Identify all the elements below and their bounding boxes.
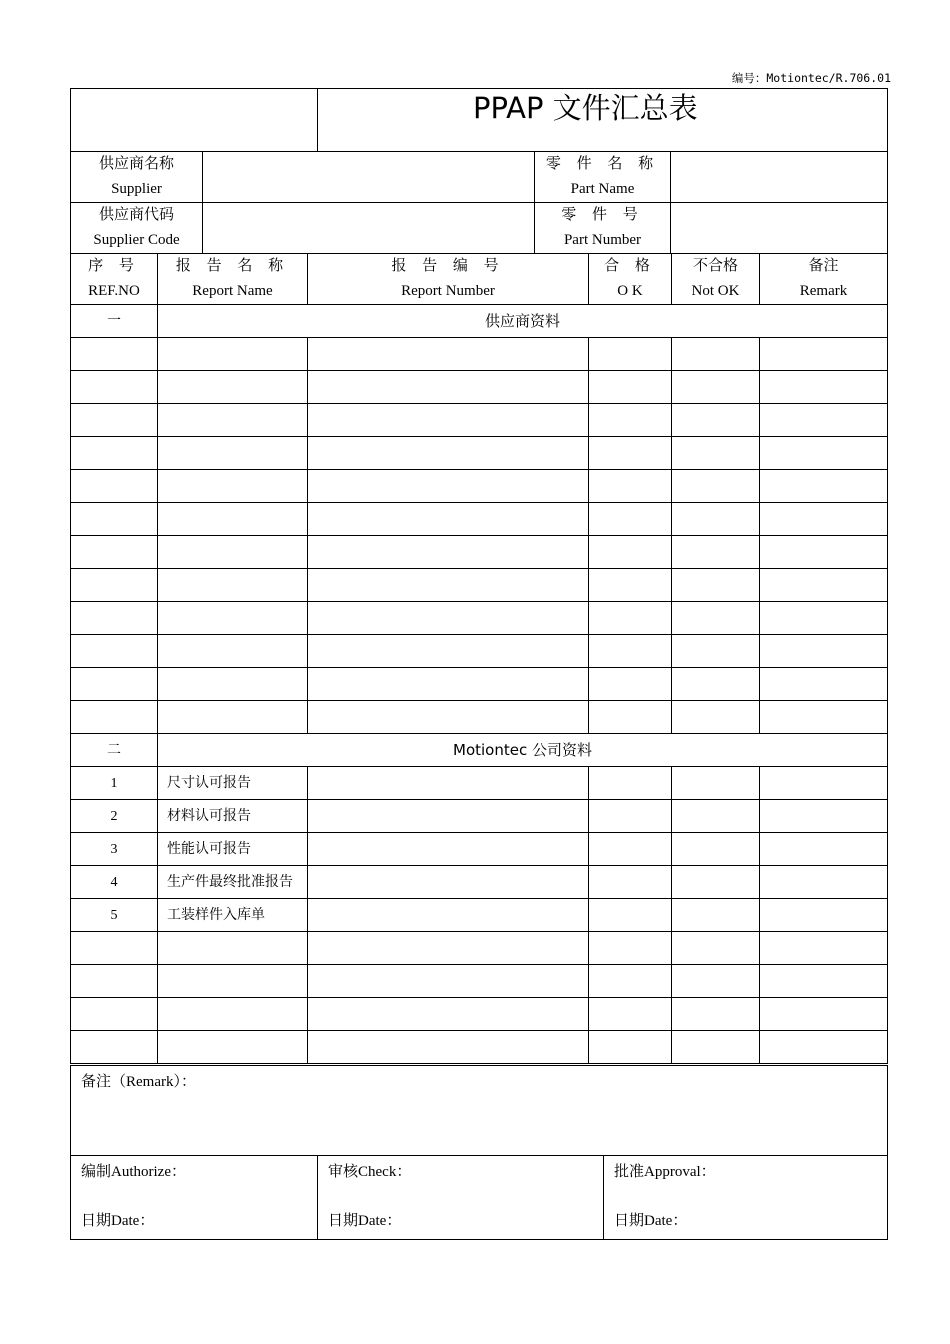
not-ok-cell[interactable] [672, 338, 760, 371]
report-number-cell[interactable] [308, 965, 589, 998]
remark-cell[interactable] [760, 932, 888, 965]
column-header-cn: 序 号 [88, 258, 140, 274]
logo-cell [71, 89, 318, 152]
approval-label: 批准Approval： [614, 1164, 716, 1180]
not-ok-cell[interactable] [672, 800, 760, 833]
remark-cell[interactable] [760, 602, 888, 635]
ref-cell[interactable] [71, 701, 158, 734]
section-ref: 二 [71, 734, 158, 767]
report-number-cell[interactable] [308, 338, 589, 371]
ok-cell[interactable] [589, 1031, 672, 1064]
ok-cell[interactable] [589, 932, 672, 965]
supplier-code-label [71, 203, 203, 254]
report-number-cell[interactable] [308, 404, 589, 437]
not-ok-cell[interactable] [672, 371, 760, 404]
report-number-cell[interactable] [308, 470, 589, 503]
column-header-cn: 报 告 名 称 [175, 258, 290, 274]
supplier-name-label-cn: 供应商名称 [98, 156, 174, 172]
table-row [71, 371, 888, 404]
report-number-cell[interactable] [308, 569, 589, 602]
report-table [70, 253, 888, 1064]
check-cell[interactable] [318, 1156, 604, 1240]
section-header-row [71, 305, 888, 338]
section-header-row [71, 734, 888, 767]
part-name-label [535, 152, 671, 203]
table-row [71, 569, 888, 602]
section-title: 供应商资料 [158, 305, 888, 338]
item-ref: 1 [71, 767, 158, 800]
not-ok-cell[interactable] [672, 866, 760, 899]
part-number-label [535, 203, 671, 254]
authorize-cell[interactable] [71, 1156, 318, 1240]
supplier-name-label-en: Supplier [111, 181, 162, 197]
ok-cell[interactable] [589, 503, 672, 536]
date-label: 日期Date： [614, 1213, 688, 1229]
not-ok-cell[interactable] [672, 503, 760, 536]
table-row [71, 437, 888, 470]
ok-cell[interactable] [589, 767, 672, 800]
not-ok-cell[interactable] [672, 701, 760, 734]
remark-cell[interactable] [760, 800, 888, 833]
column-header [760, 254, 888, 305]
remark-cell[interactable] [760, 536, 888, 569]
supplier-name-label [71, 152, 203, 203]
not-ok-cell[interactable] [672, 899, 760, 932]
ok-cell[interactable] [589, 371, 672, 404]
item-ref: 3 [71, 833, 158, 866]
not-ok-cell[interactable] [672, 635, 760, 668]
report-number-cell[interactable] [308, 1031, 589, 1064]
ok-cell[interactable] [589, 899, 672, 932]
remark-label: 备注（Remark）： [81, 1074, 196, 1090]
item-ref: 4 [71, 866, 158, 899]
ref-cell[interactable] [71, 569, 158, 602]
ref-cell[interactable] [71, 371, 158, 404]
item-name: 性能认可报告 [158, 833, 308, 866]
table-row [71, 602, 888, 635]
report-number-cell[interactable] [308, 833, 589, 866]
ref-cell[interactable] [71, 536, 158, 569]
remark-cell[interactable] [760, 1031, 888, 1064]
approval-cell[interactable] [604, 1156, 888, 1240]
item-name: 材料认可报告 [158, 800, 308, 833]
remark-cell[interactable] [760, 833, 888, 866]
ref-cell[interactable] [71, 470, 158, 503]
supplier-code-label-cn: 供应商代码 [98, 207, 174, 223]
table-row [71, 866, 888, 899]
report-name-cell[interactable] [158, 437, 308, 470]
remark-cell[interactable] [760, 470, 888, 503]
column-header-en: Report Name [192, 283, 273, 299]
ok-cell[interactable] [589, 404, 672, 437]
ok-cell[interactable] [589, 701, 672, 734]
item-ref: 2 [71, 800, 158, 833]
footer-table [70, 1065, 888, 1240]
supplier-info-table [70, 151, 888, 254]
part-name-field[interactable] [671, 152, 888, 203]
column-header-en: Report Number [401, 283, 495, 299]
ok-cell[interactable] [589, 338, 672, 371]
ref-cell[interactable] [71, 602, 158, 635]
authorize-label: 编制Authorize： [81, 1164, 186, 1180]
report-number-cell[interactable] [308, 701, 589, 734]
table-row [71, 998, 888, 1031]
table-row [71, 833, 888, 866]
ok-cell[interactable] [589, 437, 672, 470]
table-row [71, 338, 888, 371]
table-row [71, 503, 888, 536]
table-row [71, 668, 888, 701]
report-number-cell[interactable] [308, 899, 589, 932]
remark-cell[interactable] [760, 998, 888, 1031]
part-name-label-cn: 零 件 名 称 [545, 156, 660, 172]
supplier-code-label-en: Supplier Code [93, 232, 180, 248]
report-name-cell[interactable] [158, 668, 308, 701]
report-name-cell[interactable] [158, 569, 308, 602]
remark-area[interactable] [71, 1066, 888, 1156]
ref-cell[interactable] [71, 1031, 158, 1064]
ok-cell[interactable] [589, 800, 672, 833]
not-ok-cell[interactable] [672, 1031, 760, 1064]
check-label: 审核Check： [328, 1164, 412, 1180]
ok-cell[interactable] [589, 998, 672, 1031]
remark-cell[interactable] [760, 668, 888, 701]
not-ok-cell[interactable] [672, 569, 760, 602]
remark-cell[interactable] [760, 899, 888, 932]
table-row [71, 800, 888, 833]
report-number-cell[interactable] [308, 503, 589, 536]
report-number-cell[interactable] [308, 866, 589, 899]
ref-cell[interactable] [71, 965, 158, 998]
table-row [71, 767, 888, 800]
not-ok-cell[interactable] [672, 965, 760, 998]
not-ok-cell[interactable] [672, 437, 760, 470]
part-name-label-en: Part Name [570, 181, 635, 197]
supplier-name-field[interactable] [203, 152, 535, 203]
ok-cell[interactable] [589, 602, 672, 635]
ref-cell[interactable] [71, 404, 158, 437]
not-ok-cell[interactable] [672, 998, 760, 1031]
remark-cell[interactable] [760, 767, 888, 800]
ok-cell[interactable] [589, 668, 672, 701]
remark-cell[interactable] [760, 404, 888, 437]
table-row [71, 635, 888, 668]
column-header-cn: 备注 [808, 258, 839, 274]
report-number-cell[interactable] [308, 602, 589, 635]
remark-cell[interactable] [760, 371, 888, 404]
remark-cell[interactable] [760, 503, 888, 536]
ok-cell[interactable] [589, 866, 672, 899]
section-rows [71, 338, 888, 734]
report-name-cell[interactable] [158, 503, 308, 536]
date-label: 日期Date： [328, 1213, 402, 1229]
page-title: PPAP 文件汇总表 [318, 89, 888, 152]
ref-cell[interactable] [71, 437, 158, 470]
column-header-cn: 不合格 [692, 258, 738, 274]
column-header-en: REF.NO [88, 283, 140, 299]
remark-cell[interactable] [760, 437, 888, 470]
report-name-cell[interactable] [158, 536, 308, 569]
ref-cell[interactable] [71, 635, 158, 668]
column-header [589, 254, 672, 305]
table-row [71, 1031, 888, 1064]
ref-cell[interactable] [71, 503, 158, 536]
part-number-label-en: Part Number [563, 232, 642, 248]
table-row [71, 899, 888, 932]
item-name: 生产件最终批准报告 [158, 866, 308, 899]
part-number-field[interactable] [671, 203, 888, 254]
remark-cell[interactable] [760, 338, 888, 371]
remark-cell[interactable] [760, 965, 888, 998]
table-row [71, 404, 888, 437]
part-number-label-cn: 零 件 号 [561, 207, 644, 223]
report-number-cell[interactable] [308, 536, 589, 569]
remark-cell[interactable] [760, 569, 888, 602]
not-ok-cell[interactable] [672, 602, 760, 635]
report-name-cell[interactable] [158, 371, 308, 404]
column-header [672, 254, 760, 305]
ref-cell[interactable] [71, 338, 158, 371]
section-title: Motiontec 公司资料 [158, 734, 888, 767]
supplier-code-field[interactable] [203, 203, 535, 254]
report-number-cell[interactable] [308, 998, 589, 1031]
section-rows [71, 932, 888, 1064]
report-name-cell[interactable] [158, 404, 308, 437]
report-name-cell[interactable] [158, 602, 308, 635]
section-ref: 一 [71, 305, 158, 338]
table-row [71, 701, 888, 734]
column-header-row [71, 254, 888, 305]
report-number-cell[interactable] [308, 800, 589, 833]
report-name-cell[interactable] [158, 338, 308, 371]
report-number-cell[interactable] [308, 371, 589, 404]
report-name-cell[interactable] [158, 470, 308, 503]
report-name-cell[interactable] [158, 1031, 308, 1064]
ref-cell[interactable] [71, 668, 158, 701]
column-header [71, 254, 158, 305]
ok-cell[interactable] [589, 536, 672, 569]
report-number-cell[interactable] [308, 635, 589, 668]
report-name-cell[interactable] [158, 701, 308, 734]
remark-cell[interactable] [760, 866, 888, 899]
report-name-cell[interactable] [158, 998, 308, 1031]
item-name: 尺寸认可报告 [158, 767, 308, 800]
column-header-en: O K [617, 283, 643, 299]
report-name-cell[interactable] [158, 635, 308, 668]
report-name-cell[interactable] [158, 932, 308, 965]
not-ok-cell[interactable] [672, 668, 760, 701]
not-ok-cell[interactable] [672, 470, 760, 503]
document-code: 编号：Motiontec/R.706.01 [731, 71, 891, 85]
ok-cell[interactable] [589, 470, 672, 503]
ok-cell[interactable] [589, 569, 672, 602]
item-name: 工装样件入库单 [158, 899, 308, 932]
title-table [70, 88, 888, 152]
date-label: 日期Date： [81, 1213, 155, 1229]
report-number-cell[interactable] [308, 932, 589, 965]
table-row [71, 965, 888, 998]
column-header-cn: 合 格 [604, 258, 656, 274]
report-name-cell[interactable] [158, 965, 308, 998]
ok-cell[interactable] [589, 635, 672, 668]
remark-cell[interactable] [760, 635, 888, 668]
report-number-cell[interactable] [308, 767, 589, 800]
report-number-cell[interactable] [308, 437, 589, 470]
not-ok-cell[interactable] [672, 536, 760, 569]
table-row [71, 536, 888, 569]
column-header-en: Not OK [691, 283, 740, 299]
not-ok-cell[interactable] [672, 932, 760, 965]
ref-cell[interactable] [71, 998, 158, 1031]
ok-cell[interactable] [589, 833, 672, 866]
remark-cell[interactable] [760, 701, 888, 734]
column-header-cn: 报 告 编 号 [391, 258, 505, 274]
column-header [158, 254, 308, 305]
column-header [308, 254, 589, 305]
ref-cell[interactable] [71, 932, 158, 965]
not-ok-cell[interactable] [672, 767, 760, 800]
report-number-cell[interactable] [308, 668, 589, 701]
not-ok-cell[interactable] [672, 404, 760, 437]
not-ok-cell[interactable] [672, 833, 760, 866]
column-header-en: Remark [799, 283, 848, 299]
table-row [71, 470, 888, 503]
item-ref: 5 [71, 899, 158, 932]
ok-cell[interactable] [589, 965, 672, 998]
table-row [71, 932, 888, 965]
